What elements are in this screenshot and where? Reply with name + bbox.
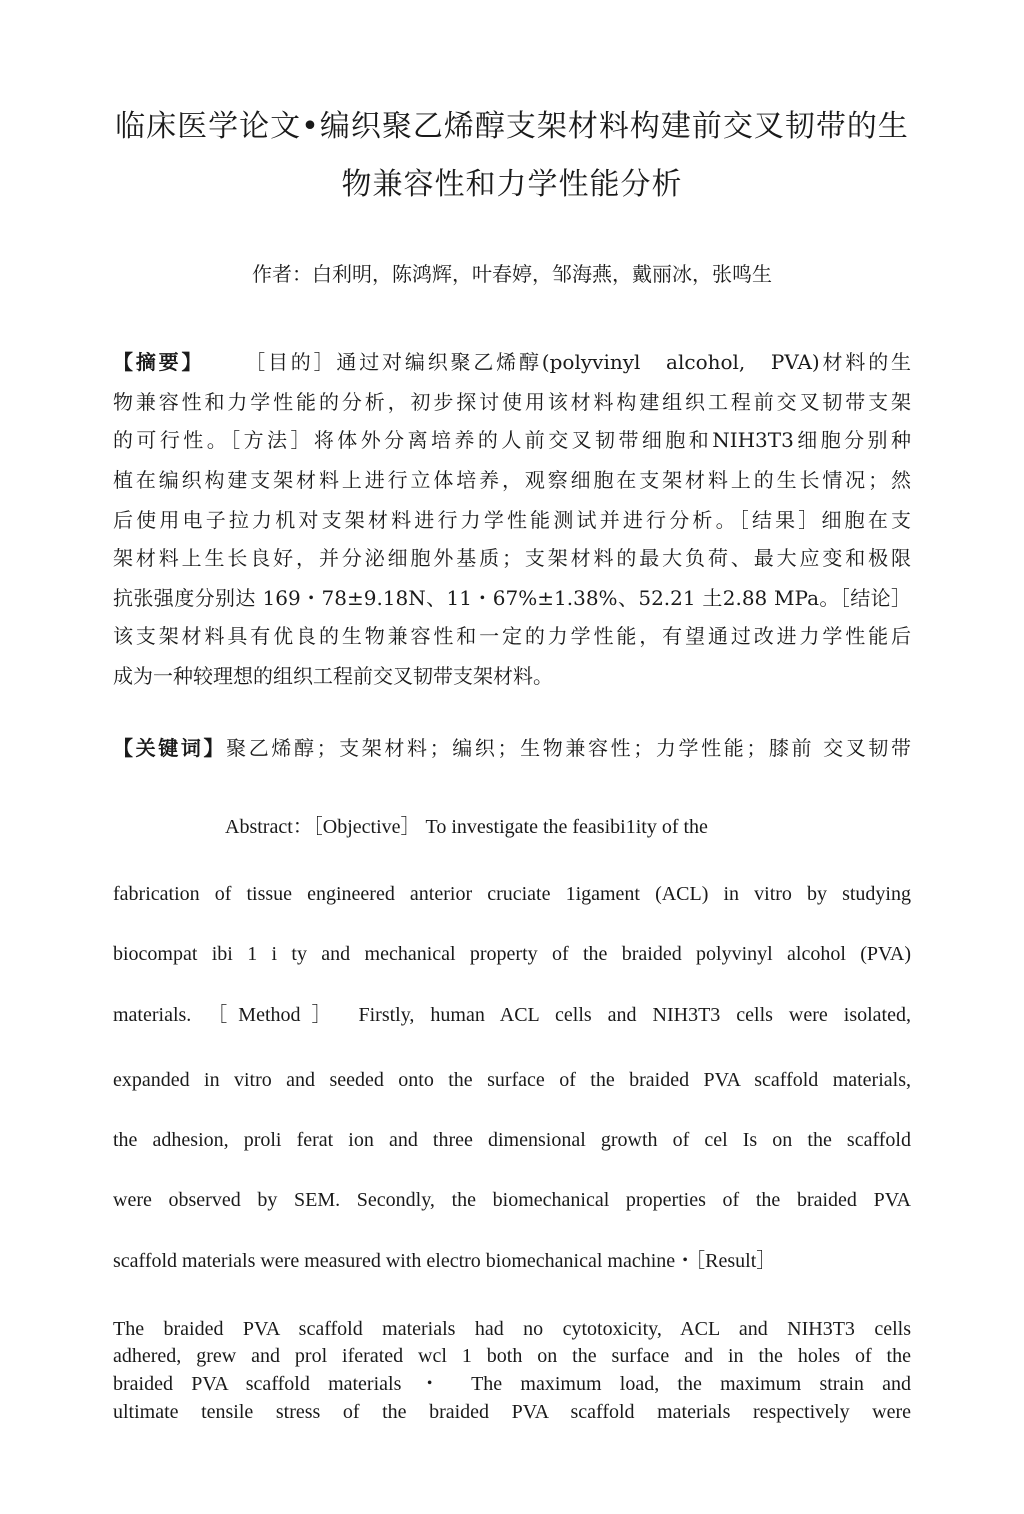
abstract-zh-line-7: 抗张强度分别达 169・78±9.18N、11・67%±1.38%、52.21 土2.88 MPa。［结论］ — [113, 586, 911, 610]
keywords-text: 聚乙烯醇；支架材料；编织；生物兼容性；力学性能；膝前 交叉韧带 — [226, 736, 911, 760]
abstract-zh-line-6: 架材料上生长良好，并分泌细胞外基质；支架材料的最大负荷、最大应变和极限 — [113, 546, 911, 570]
abstract-en-line-12: ultimate tensile stress of the braided PVA scaffold materials respectively were — [113, 1401, 911, 1423]
abstract-zh-line-3: 的可行性。［方法］将体外分离培养的人前交叉韧带细胞和NIH3T3细胞分别种 — [113, 428, 911, 452]
abstract-en-line-6: the adhesion, proli ferat ion and three dimensional growth of cel Is on the scaffold — [113, 1129, 911, 1151]
abstract-en-line-10: adhered, grew and prol iferated wcl 1 both on the surface and in the holes of the — [113, 1345, 911, 1367]
abstract-zh-line-2: 物兼容性和力学性能的分析，初步探讨使用该材料构建组织工程前交叉韧带支架 — [113, 390, 911, 414]
abstract-en-line-2: fabrication of tissue engineered anterior cruciate 1igament (ACL) in vitro by studying — [113, 883, 911, 905]
abstract-en-line-8: scaffold materials were measured with electro biomechanical machine・［Result］ — [113, 1250, 777, 1272]
keywords-line — [113, 732, 911, 764]
paper-title-line-2: 物兼容性和力学性能分析 — [341, 167, 683, 202]
author-list: 作者：白利明，陈鸿辉，叶春婷，邹海燕，戴丽冰，张鸣生 — [252, 262, 772, 286]
abstract-zh-line-5: 后使用电子拉力机对支架材料进行力学性能测试并进行分析。［结果］细胞在支 — [113, 508, 911, 532]
abstract-zh-line-1 — [113, 346, 911, 378]
abstract-label: 【摘要】 — [113, 350, 205, 374]
paper-title-line-1: 临床医学论文•编织聚乙烯醇支架材料构建前交叉韧带的生 — [115, 109, 909, 144]
abstract-en-line-3: biocompat ibi 1 i ty and mechanical property of the braided polyvinyl alcohol (PVA) — [113, 943, 911, 965]
abstract-en-line-11: braided PVA scaffold materials ・ The maximum load, the maximum strain and — [113, 1373, 911, 1395]
abstract-en-line-5: expanded in vitro and seeded onto the surface of the braided PVA scaffold materials, — [113, 1069, 911, 1091]
abstract-zh-text: ［目的］通过对编织聚乙烯醇(polyvinyl alcohol, PVA)材料的生 — [242, 350, 912, 374]
abstract-zh-line-9: 成为一种较理想的组织工程前交叉韧带支架材料。 — [113, 664, 553, 688]
abstract-en-line-1: Abstract：［Objective］ To investigate the feasibi1ity of the — [225, 816, 708, 838]
keywords-label: 【关键词】 — [113, 736, 227, 760]
abstract-en-line-9: The braided PVA scaffold materials had no cytotoxicity, ACL and NIH3T3 cells — [113, 1318, 911, 1340]
abstract-zh-line-8: 该支架材料具有优良的生物兼容性和一定的力学性能，有望通过改进力学性能后 — [113, 624, 911, 648]
abstract-zh-line-4: 植在编织构建支架材料上进行立体培养，观察细胞在支架材料上的生长情况；然 — [113, 468, 911, 492]
abstract-en-line-7: were observed by SEM. Secondly, the biomechanical properties of the braided PVA — [113, 1189, 911, 1211]
abstract-en-line-4: materials. ［Method］ Firstly, human ACL cells and NIH3T3 cells were isolated, — [113, 1004, 911, 1026]
